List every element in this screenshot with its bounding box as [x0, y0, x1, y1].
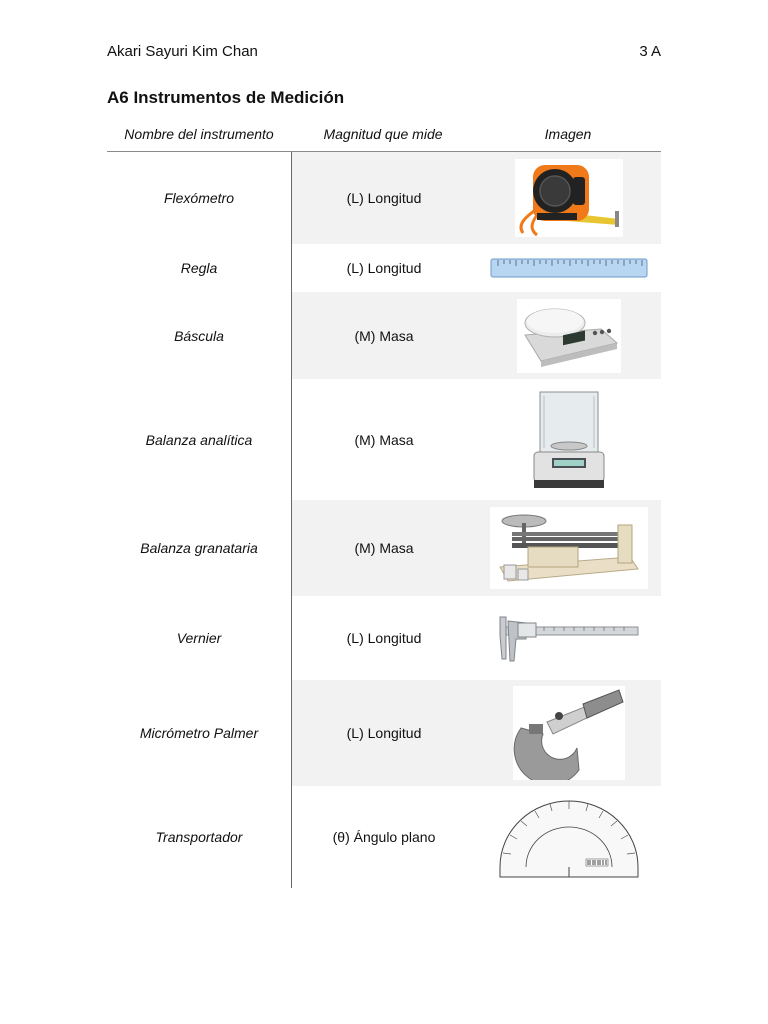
instrument-name: Báscula	[174, 327, 224, 344]
vernier-caliper-icon	[494, 613, 644, 663]
instrument-name: Flexómetro	[163, 190, 235, 206]
column-header-magnitude: Magnitud que mide	[323, 126, 443, 142]
column-header-name: Nombre del instrumento	[124, 126, 274, 142]
instrument-name: Vernier	[176, 630, 222, 646]
instrument-magnitude: (L) Longitud	[346, 190, 422, 206]
micrometer-icon	[513, 686, 625, 780]
instrument-magnitude: (L) Longitud	[346, 630, 422, 646]
column-divider	[291, 152, 292, 888]
instrument-magnitude: (M) Masa	[354, 327, 414, 344]
triple-beam-balance-icon	[490, 507, 648, 589]
table-header	[107, 120, 661, 152]
table-row	[107, 500, 661, 596]
table-row	[107, 596, 661, 680]
instrument-name: Transportador	[155, 829, 243, 845]
table-row	[107, 379, 661, 500]
instrument-magnitude: (L) Longitud	[346, 725, 422, 741]
table-row	[107, 152, 661, 244]
tape-measure-icon	[515, 159, 623, 237]
ruler-icon	[490, 257, 648, 279]
instrument-magnitude: (M) Masa	[354, 540, 414, 556]
protractor-icon	[496, 795, 642, 879]
table-row	[107, 244, 661, 292]
author-name: Akari Sayuri Kim Chan	[107, 43, 258, 60]
instrument-name: Regla	[180, 260, 218, 276]
table-row	[107, 292, 661, 379]
instrument-name: Balanza granataria	[140, 540, 258, 556]
table-row	[107, 786, 661, 888]
column-header-image: Imagen	[544, 126, 592, 142]
analytical-balance-icon	[530, 388, 608, 492]
instrument-magnitude: (θ) Ángulo plano	[332, 829, 436, 845]
page-title: A6 Instrumentos de Medición	[107, 88, 345, 107]
instrument-name: Micrómetro Palmer	[139, 725, 259, 741]
table-row	[107, 680, 661, 786]
instrument-magnitude: (L) Longitud	[346, 260, 422, 276]
instrument-magnitude: (M) Masa	[354, 431, 414, 448]
group-label: 3 A	[639, 43, 661, 60]
instrument-name: Balanza analítica	[145, 431, 253, 448]
digital-scale-icon	[517, 299, 621, 373]
